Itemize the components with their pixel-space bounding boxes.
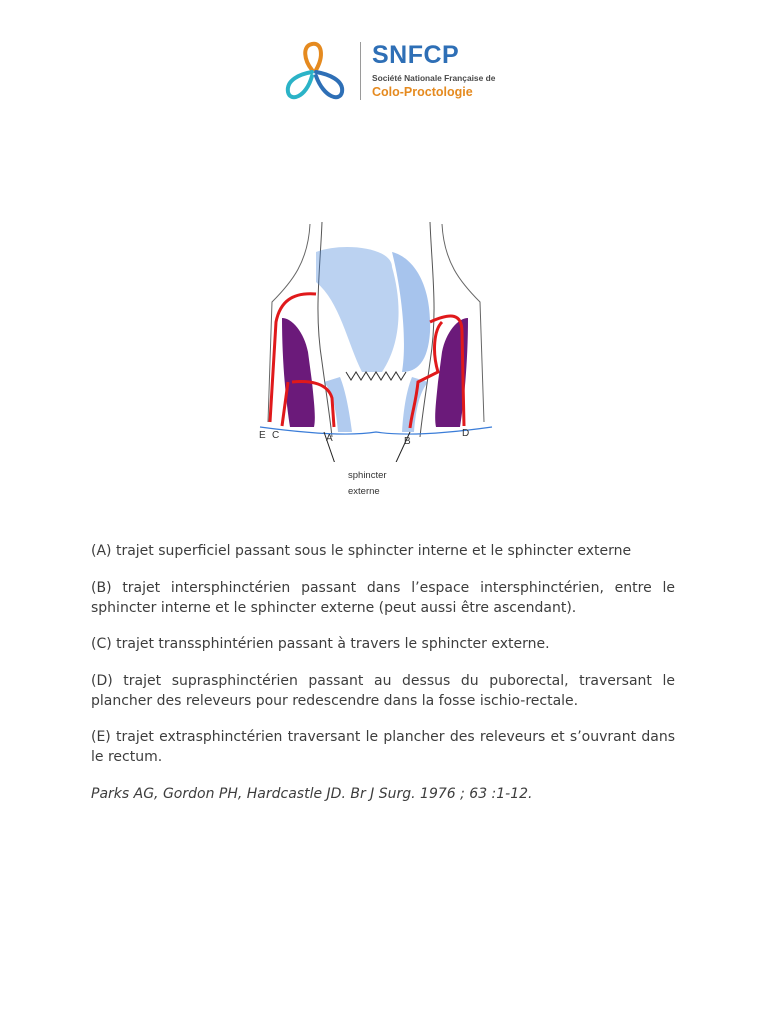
paragraph-e: (E) trajet extrasphinctérien traversant le plancher des releveurs et s’ouvrant dans le rectum. <box>91 729 675 765</box>
label-e: E <box>259 430 266 441</box>
snfcp-logo-mark-icon <box>282 40 348 104</box>
snfcp-logo <box>282 40 496 104</box>
logo-brand-name: SNFCP <box>372 41 460 69</box>
label-b: B <box>404 436 411 447</box>
reference-citation: Parks AG, Gordon PH, Hardcastle JD. Br J Surg. 1976 ; 63 :1-12. <box>91 785 533 802</box>
paragraph-b: (B) trajet intersphinctérien passant dans l’espace intersphinctérien, entre le sphincter interne et le sphincter externe (peut aussi être ascendant). <box>91 579 675 616</box>
logo-tagline-line2: Colo-Proctologie <box>372 85 473 99</box>
logo-tagline-line1: Société Nationale Française de <box>372 73 496 83</box>
anal-canal-illustration <box>252 222 500 462</box>
figure-caption-line1: sphincter <box>348 470 387 481</box>
fistula-classification-text <box>91 541 675 820</box>
paragraph-a: (A) trajet superficiel passant sous le sphincter interne et le sphincter externe <box>91 543 632 559</box>
figure-caption-line2: externe <box>348 486 380 497</box>
paragraph-c: (C) trajet transsphintérien passant à travers le sphincter externe. <box>91 636 550 652</box>
figure-caption <box>348 468 408 500</box>
logo-divider <box>360 42 361 100</box>
label-c: C <box>272 430 280 441</box>
paragraph-d: (D) trajet suprasphinctérien passant au dessus du puborectal, traversant le plancher des releveurs pour redescendre dans la fosse ischio-rectale. <box>91 672 675 709</box>
label-a: A <box>326 433 333 444</box>
anal-fistula-diagram <box>252 222 500 504</box>
label-d: D <box>462 428 470 439</box>
